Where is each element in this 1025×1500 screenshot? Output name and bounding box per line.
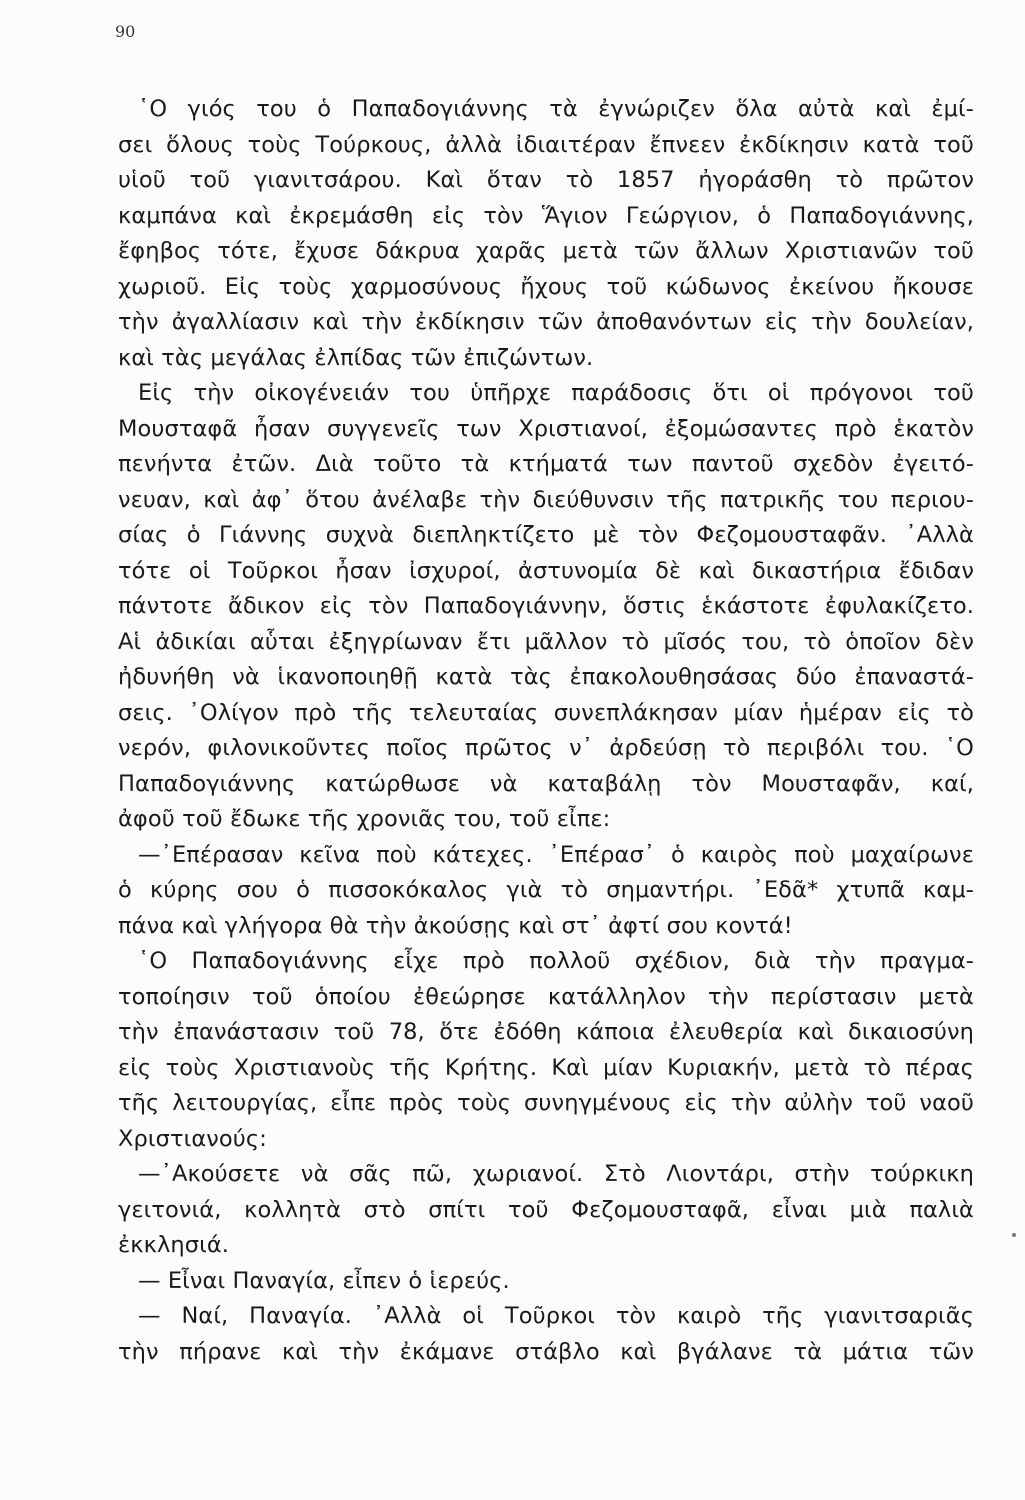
text-line: σει ὅλους τοὺς Τούρκους, ἀλλὰ ἰδιαιτέραν ἔπνεεν ἐκδίκησιν κατὰ τοῦ <box>118 131 974 158</box>
text-line: ἀφοῦ τοῦ ἔδωκε τῆς χρονιᾶς του, τοῦ εἶπε: <box>118 806 611 832</box>
text-line: σίας ὁ Γιάννης συχνὰ διεπληκτίζετο μὲ τὸν Φεζομουσταφᾶν. ᾿Αλλὰ <box>118 522 974 548</box>
text-line: ῾Ο γιός του ὁ Παπαδογιάννης τὰ ἐγνώριζεν ὅλα αὐτὰ καὶ ἐμί- <box>138 96 974 122</box>
text-line: πάνα καὶ γλήγορα θὰ τὴν ἀκούσῃς καὶ στ᾽ ἀφτί σου κοντά! <box>118 912 793 939</box>
text-line: γειτονιά, κολλητὰ στὸ σπίτι τοῦ Φεζομουσταφᾶ, εἶναι μιὰ παλιὰ <box>118 1196 974 1223</box>
text-line: νευαν, καὶ ἀφ᾽ ὅτου ἀνέλαβε τὴν διεύθυνσιν τῆς πατρικῆς του περιου- <box>118 486 974 513</box>
text-line: καμπάνα καὶ ἐκρεμάσθη εἰς τὸν Ἅγιον Γεώργιον, ὁ Παπαδογιάννης, <box>118 202 974 229</box>
text-line: τὴν ἐπανάστασιν τοῦ 78, ὅτε ἐδόθη κάποια ἐλευθερία καὶ δικαιοσύνη <box>118 1019 974 1045</box>
text-line: τοποίησιν τοῦ ὁποίου ἐθεώρησε κατάλληλον τὴν περίστασιν μετὰ <box>118 983 974 1010</box>
text-line: Παπαδογιάννης κατώρθωσε νὰ καταβάλῃ τὸν Μουσταφᾶν, καί, <box>118 770 974 797</box>
text-line: Χριστιανούς: <box>118 1125 267 1152</box>
dialogue-line: —᾿Επέρασαν κεῖνα ποὺ κάτεχες. ᾿Επέρασ᾽ ὁ καιρὸς ποὺ μαχαίρωνε <box>138 841 974 868</box>
body-text <box>118 92 974 1370</box>
text-line: πάντοτε ἄδικον εἰς τὸν Παπαδογιάννην, ὅστις ἑκάστοτε ἐφυλακίζετο. <box>118 593 974 619</box>
text-line: χωριοῦ. Εἰς τοὺς χαρμοσύνους ἤχους τοῦ κώδωνος ἐκείνου ἤκουσε <box>118 273 974 300</box>
text-line: τὴν πήρανε καὶ τὴν ἐκάμανε στάβλο καὶ βγάλανε τὰ μάτια τῶν <box>118 1338 974 1365</box>
text-line: υἱοῦ τοῦ γιανιτσάρου. Καὶ ὅταν τὸ 1857 ἠγοράσθη τὸ πρῶτον <box>118 167 974 193</box>
text-line: Μουσταφᾶ ἦσαν συγγενεῖς των Χριστιανοί, ἐξομώσαντες πρὸ ἑκατὸν <box>118 415 974 442</box>
text-line: τότε οἱ Τοῦρκοι ἦσαν ἰσχυροί, ἀστυνομία δὲ καὶ δικαστήρια ἔδιδαν <box>118 557 974 584</box>
text-line: ὁ κύρης σου ὁ πισσοκόκαλος γιὰ τὸ σημαντήρι. ᾿Εδᾶ* χτυπᾶ καμ- <box>118 877 974 903</box>
text-line: εἰς τοὺς Χριστιανοὺς τῆς Κρήτης. Καὶ μίαν Κυριακήν, μετὰ τὸ πέρας <box>118 1054 974 1081</box>
text-line: ῾Ο Παπαδογιάννης εἶχε πρὸ πολλοῦ σχέδιον, διὰ τὴν πραγμα- <box>138 948 974 974</box>
text-line: τὴν ἀγαλλίασιν καὶ τὴν ἐκδίκησιν τῶν ἀποθανόντων εἰς τὴν δουλείαν, <box>118 309 974 335</box>
text-line: Αἱ ἀδικίαι αὗται ἐξηγρίωναν ἔτι μᾶλλον τὸ μῖσός του, τὸ ὁποῖον δὲν <box>118 628 974 655</box>
page-number: 90 <box>115 22 136 41</box>
dialogue-line: — Εἶναι Παναγία, εἶπεν ὁ ἱερεύς. <box>138 1267 510 1294</box>
text-line: Εἰς τὴν οἰκογένειάν του ὑπῆρχε παράδοσις ὅτι οἱ πρόγονοι τοῦ <box>138 380 974 406</box>
text-line: νερόν, φιλονικοῦντες ποῖος πρῶτος ν᾽ ἀρδεύσῃ τὸ περιβόλι του. ῾Ο <box>118 735 974 761</box>
text-line: ἔφηβος τότε, ἔχυσε δάκρυα χαρᾶς μετὰ τῶν ἄλλων Χριστιανῶν τοῦ <box>118 238 974 264</box>
dialogue-line: — Ναί, Παναγία. ᾿Αλλὰ οἱ Τοῦρκοι τὸν καιρὸ τῆς γιανιτσαριᾶς <box>138 1303 974 1329</box>
text-line: σεις. ᾿Ολίγον πρὸ τῆς τελευταίας συνεπλάκησαν μίαν ἡμέραν εἰς τὸ <box>118 699 974 726</box>
text-line: πενήντα ἐτῶν. Διὰ τοῦτο τὰ κτήματά των παντοῦ σχεδὸν ἐγειτό- <box>118 451 974 477</box>
text-line: καὶ τὰς μεγάλας ἐλπίδας τῶν ἐπιζώντων. <box>118 344 594 371</box>
text-line: τῆς λειτουργίας, εἶπε πρὸς τοὺς συνηγμένους εἰς τὴν αὐλὴν τοῦ ναοῦ <box>118 1090 974 1116</box>
print-speck <box>1012 1233 1016 1237</box>
text-line: ἐκκλησιά. <box>118 1232 230 1258</box>
text-line: ἠδυνήθη νὰ ἱκανοποιηθῇ κατὰ τὰς ἐπακολουθησάσας δύο ἐπαναστά- <box>118 664 974 690</box>
dialogue-line: —᾿Ακούσετε νὰ σᾶς πῶ, χωριανοί. Στὸ Λιοντάρι, στὴν τούρκικη <box>138 1161 974 1187</box>
